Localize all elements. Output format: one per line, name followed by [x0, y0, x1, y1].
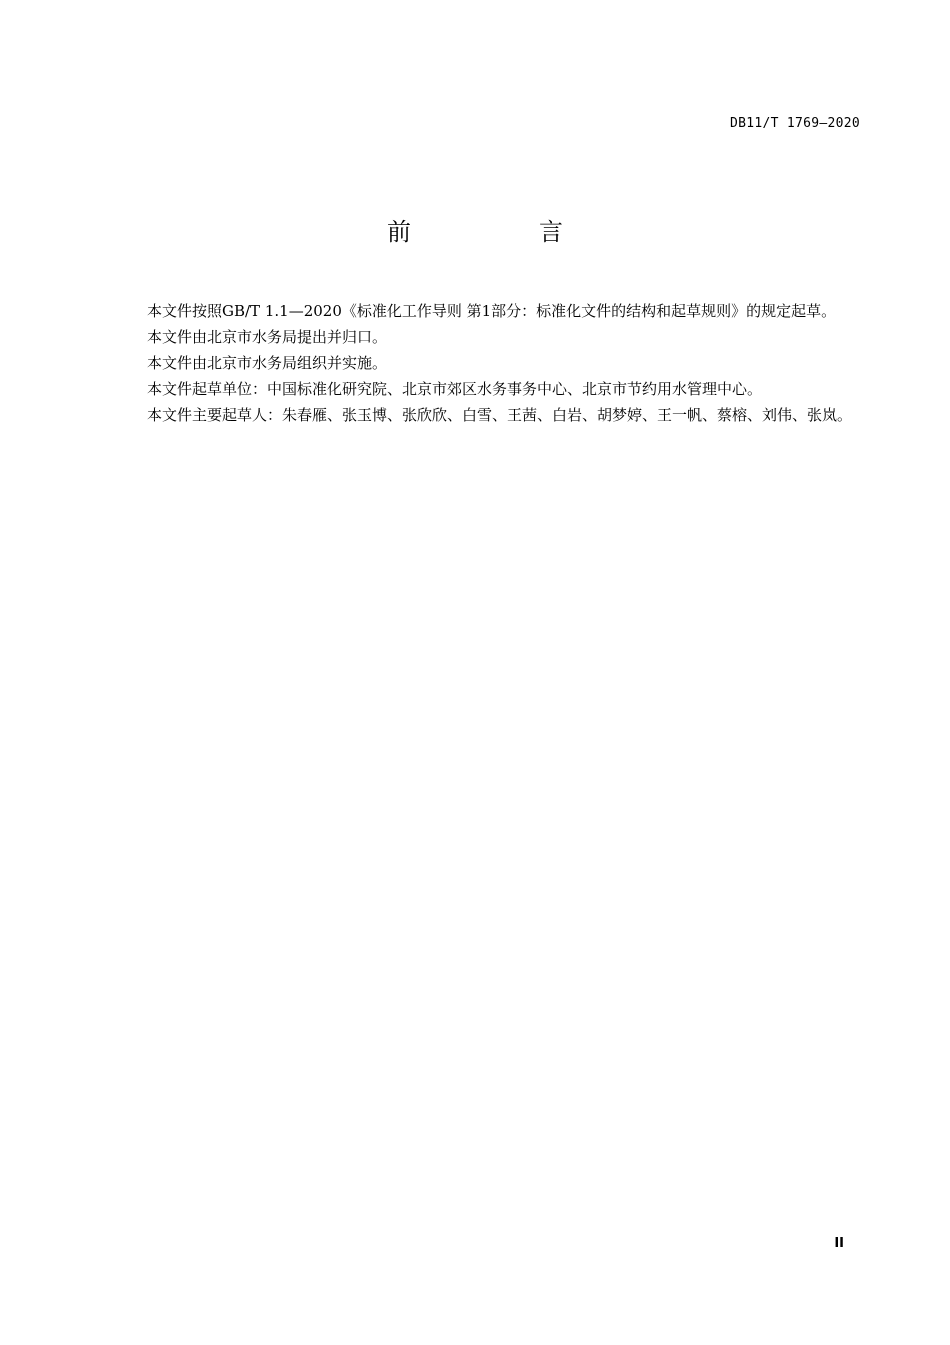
paragraph-implementer: 本文件由北京市水务局组织并实施。 — [147, 354, 388, 372]
paragraph-drafting-rules: 本文件按照GB/T 1.1—2020《标准化工作导则 第1部分：标准化文件的结构和起草规则》的规定起草。 — [147, 302, 837, 320]
foreword-body — [113, 298, 861, 428]
page-title: 前 言 — [387, 218, 615, 246]
paragraph-drafting-units: 本文件起草单位：中国标准化研究院、北京市郊区水务事务中心、北京市节约用水管理中心。 — [147, 380, 763, 398]
page-number: II — [834, 1236, 844, 1251]
paragraph-drafters: 本文件主要起草人：朱春雁、张玉博、张欣欣、白雪、王茜、白岩、胡梦婷、王一帆、蔡榕、刘伟、张岚。 — [147, 406, 853, 424]
document-code: DB11/T 1769—2020 — [729, 116, 860, 131]
paragraph-proposer: 本文件由北京市水务局提出并归口。 — [147, 328, 388, 346]
